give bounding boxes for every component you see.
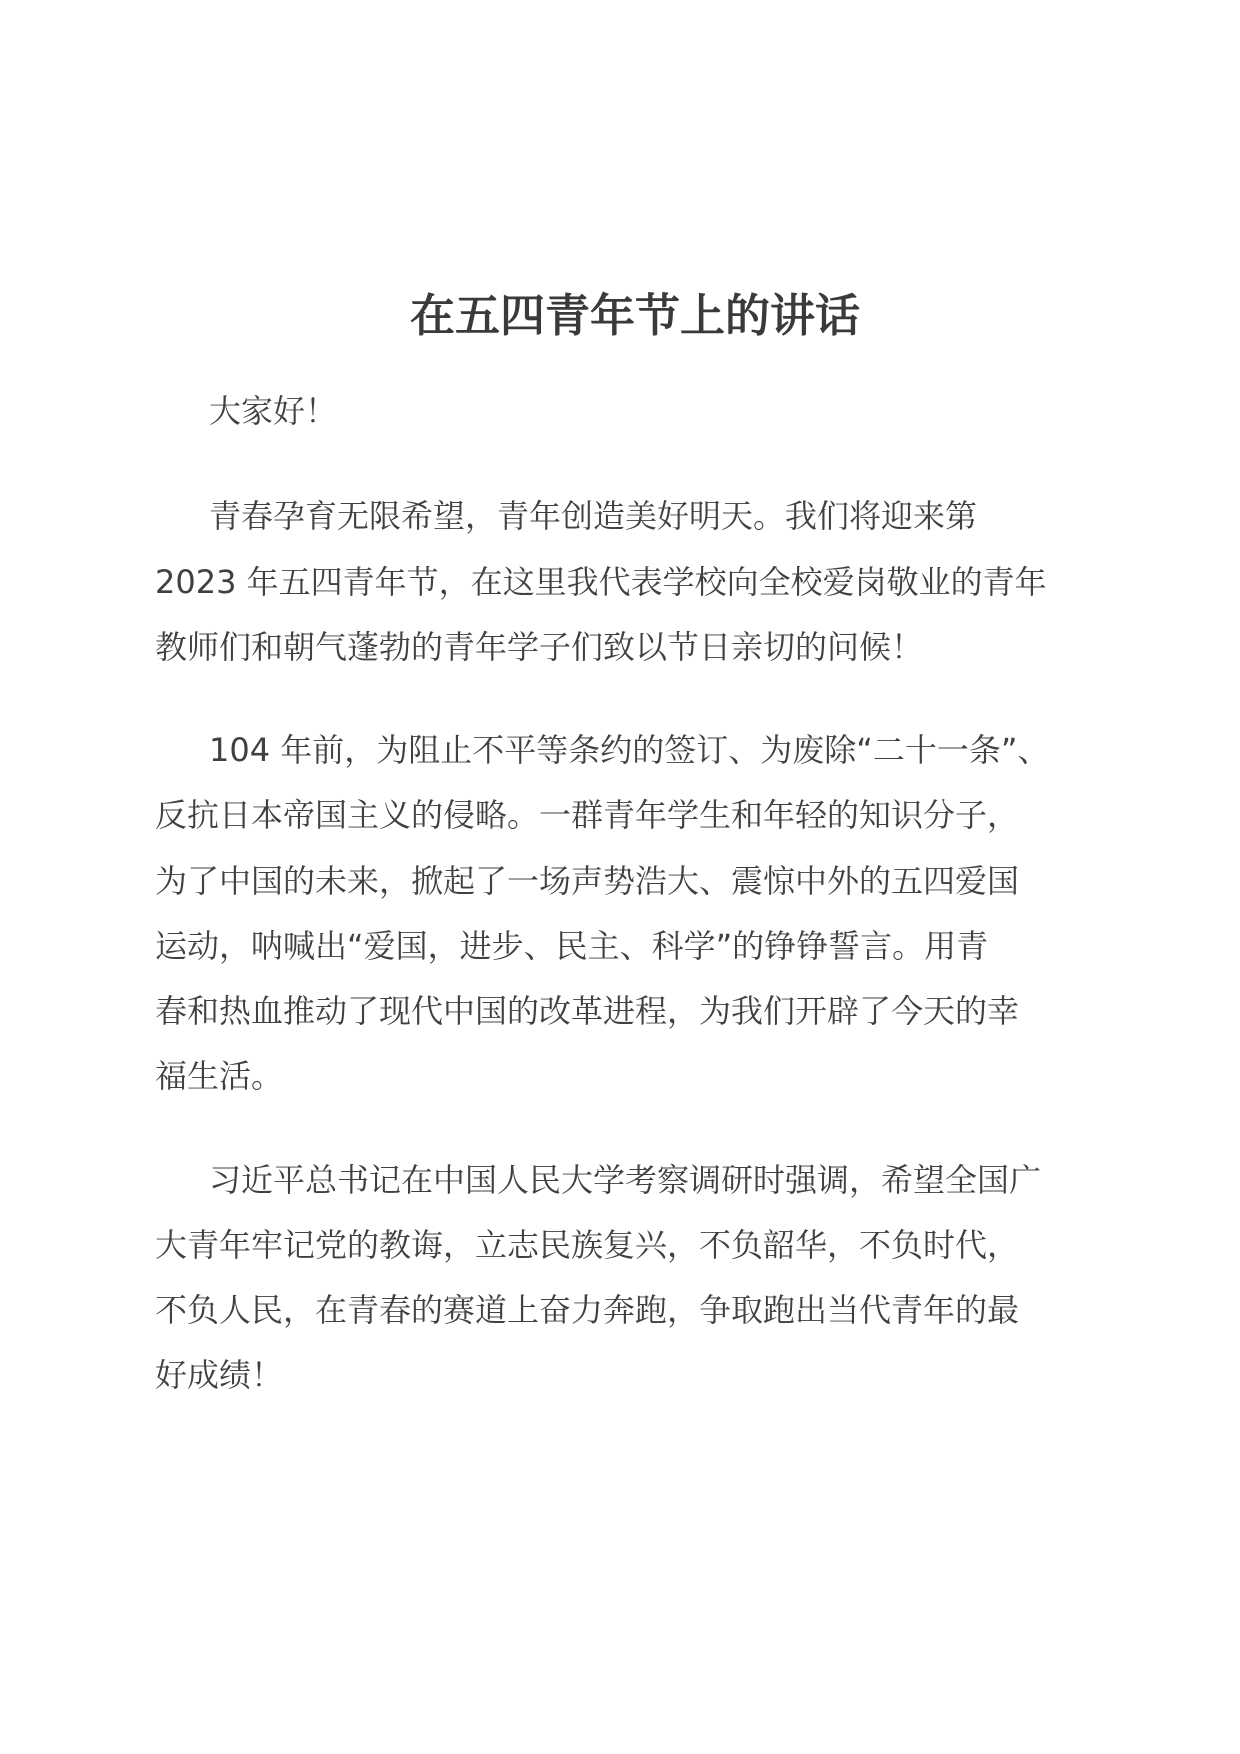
paragraph-3-line-2: 大青年牢记党的教诲，立志民族复兴，不负韶华，不负时代，: [155, 1226, 1020, 1264]
paragraph-3-line-4: 好成绩！: [155, 1356, 284, 1394]
paragraph-2-line-4: 运动，呐喊出“爱国，进步、民主、科学”的铮铮誓言。用青: [155, 927, 989, 965]
paragraph-3-line-3: 不负人民，在青春的赛道上奋力奔跑，争取跑出当代青年的最: [155, 1291, 1020, 1329]
document-title: 在五四青年节上的讲话: [409, 289, 860, 342]
paragraph-2-line-2: 反抗日本帝国主义的侵略。一群青年学生和年轻的知识分子，: [155, 796, 1020, 834]
paragraph-1-line-1: 青春孕育无限希望，青年创造美好明天。我们将迎来第: [209, 497, 978, 535]
paragraph-1-line-3: 教师们和朝气蓬勃的青年学子们致以节日亲切的问候！: [155, 628, 924, 666]
paragraph-2-line-1: 104 年前，为阻止不平等条约的签订、为废除“二十一条”、: [209, 731, 1050, 769]
paragraph-2-line-5: 春和热血推动了现代中国的改革进程，为我们开辟了今天的幸: [155, 992, 1020, 1030]
paragraph-2-line-6: 福生活。: [155, 1057, 284, 1095]
paragraph-2-line-3: 为了中国的未来，掀起了一场声势浩大、震惊中外的五四爱国: [155, 862, 1020, 900]
greeting-line: 大家好！: [209, 392, 338, 430]
paragraph-3-line-1: 习近平总书记在中国人民大学考察调研时强调，希望全国广: [209, 1161, 1042, 1199]
paragraph-1-line-2: 2023 年五四青年节，在这里我代表学校向全校爱岗敬业的青年: [155, 563, 1047, 601]
